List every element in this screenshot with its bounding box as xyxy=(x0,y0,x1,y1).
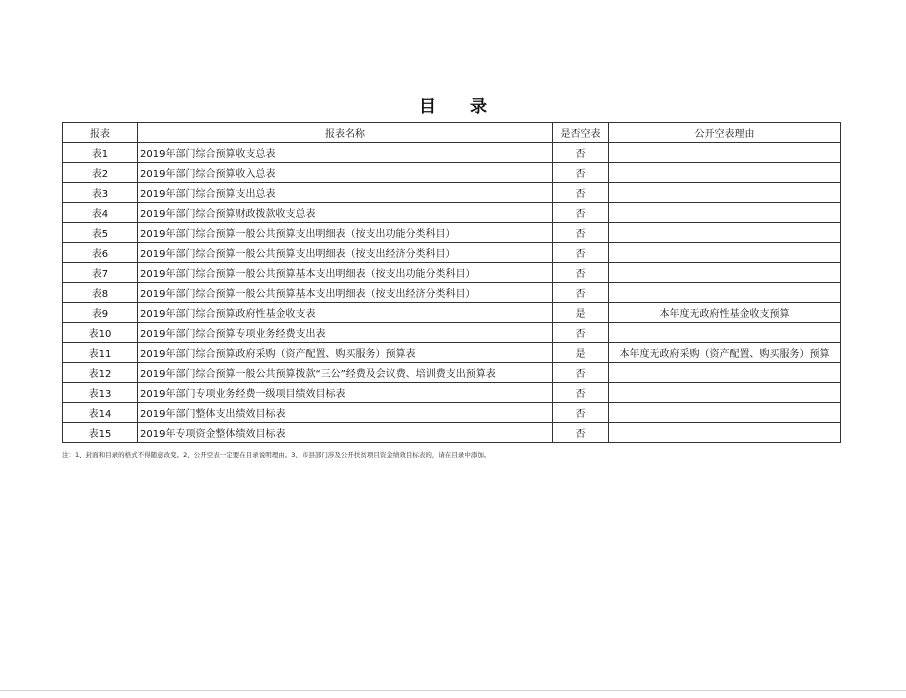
row-code: 表9 xyxy=(63,303,138,323)
row-reason xyxy=(609,203,841,223)
row-code: 表6 xyxy=(63,243,138,263)
row-code: 表2 xyxy=(63,163,138,183)
row-reason xyxy=(609,263,841,283)
row-empty: 否 xyxy=(553,403,609,423)
row-code: 表13 xyxy=(63,383,138,403)
row-reason xyxy=(609,143,841,163)
table-body xyxy=(63,143,841,443)
table-row xyxy=(63,283,841,303)
row-empty: 否 xyxy=(553,363,609,383)
table-row xyxy=(63,243,841,263)
row-empty: 否 xyxy=(553,223,609,243)
table-row xyxy=(63,403,841,423)
row-empty: 是 xyxy=(553,343,609,363)
row-code: 表7 xyxy=(63,263,138,283)
row-name: 2019年部门综合预算政府性基金收支表 xyxy=(138,303,553,323)
row-reason xyxy=(609,323,841,343)
row-code: 表4 xyxy=(63,203,138,223)
row-code: 表8 xyxy=(63,283,138,303)
row-empty: 否 xyxy=(553,283,609,303)
header-code: 报表 xyxy=(63,123,138,143)
header-name: 报表名称 xyxy=(138,123,553,143)
table-row xyxy=(63,183,841,203)
row-name: 2019年部门综合预算收支总表 xyxy=(138,143,553,163)
row-empty: 否 xyxy=(553,183,609,203)
row-empty: 否 xyxy=(553,383,609,403)
table-row xyxy=(63,163,841,183)
row-reason xyxy=(609,183,841,203)
row-reason: 本年度无政府性基金收支预算 xyxy=(609,303,841,323)
row-code: 表10 xyxy=(63,323,138,343)
row-reason xyxy=(609,243,841,263)
row-code: 表3 xyxy=(63,183,138,203)
table-row xyxy=(63,143,841,163)
row-code: 表11 xyxy=(63,343,138,363)
table-row xyxy=(63,303,841,323)
row-code: 表1 xyxy=(63,143,138,163)
row-empty: 否 xyxy=(553,143,609,163)
row-name: 2019年部门综合预算一般公共预算拨款“三公”经费及会议费、培训费支出预算表 xyxy=(138,363,553,383)
toc-table xyxy=(62,122,841,443)
table-row xyxy=(63,223,841,243)
row-name: 2019年部门综合预算支出总表 xyxy=(138,183,553,203)
row-name: 2019年部门综合预算一般公共预算基本支出明细表（按支出功能分类科目） xyxy=(138,263,553,283)
row-code: 表5 xyxy=(63,223,138,243)
row-name: 2019年部门综合预算收入总表 xyxy=(138,163,553,183)
row-name: 2019年部门综合预算一般公共预算支出明细表（按支出经济分类科目） xyxy=(138,243,553,263)
table-row xyxy=(63,423,841,443)
row-name: 2019年部门专项业务经费一级项目绩效目标表 xyxy=(138,383,553,403)
row-reason: 本年度无政府采购（资产配置、购买服务）预算 xyxy=(609,343,841,363)
row-code: 表12 xyxy=(63,363,138,383)
row-name: 2019年部门综合预算政府采购（资产配置、购买服务）预算表 xyxy=(138,343,553,363)
page-divider xyxy=(0,690,906,691)
row-reason xyxy=(609,163,841,183)
row-name: 2019年专项资金整体绩效目标表 xyxy=(138,423,553,443)
row-name: 2019年部门综合预算一般公共预算基本支出明细表（按支出经济分类科目） xyxy=(138,283,553,303)
row-reason xyxy=(609,363,841,383)
row-code: 表15 xyxy=(63,423,138,443)
row-empty: 否 xyxy=(553,423,609,443)
table-header-row xyxy=(63,123,841,143)
row-name: 2019年部门综合预算财政拨款收支总表 xyxy=(138,203,553,223)
row-reason xyxy=(609,383,841,403)
row-empty: 否 xyxy=(553,203,609,223)
row-reason xyxy=(609,423,841,443)
header-empty: 是否空表 xyxy=(553,123,609,143)
row-name: 2019年部门综合预算专项业务经费支出表 xyxy=(138,323,553,343)
header-reason: 公开空表理由 xyxy=(609,123,841,143)
table-row xyxy=(63,363,841,383)
row-name: 2019年部门综合预算一般公共预算支出明细表（按支出功能分类科目） xyxy=(138,223,553,243)
footnote: 注：1、封面和目录的格式不得随意改变。2、公开空表一定要在目录说明理由。3、市县部门涉及公开扶贫项目资金绩效目标表的，请在目录中添加。 xyxy=(62,451,491,459)
row-reason xyxy=(609,223,841,243)
row-reason xyxy=(609,283,841,303)
table-row xyxy=(63,323,841,343)
row-empty: 是 xyxy=(553,303,609,323)
row-code: 表14 xyxy=(63,403,138,423)
page-title: 目 录 xyxy=(419,97,501,117)
row-empty: 否 xyxy=(553,163,609,183)
row-empty: 否 xyxy=(553,243,609,263)
row-empty: 否 xyxy=(553,323,609,343)
table-row xyxy=(63,383,841,403)
table-row xyxy=(63,263,841,283)
row-empty: 否 xyxy=(553,263,609,283)
row-name: 2019年部门整体支出绩效目标表 xyxy=(138,403,553,423)
row-reason xyxy=(609,403,841,423)
table-row xyxy=(63,343,841,363)
table-row xyxy=(63,203,841,223)
